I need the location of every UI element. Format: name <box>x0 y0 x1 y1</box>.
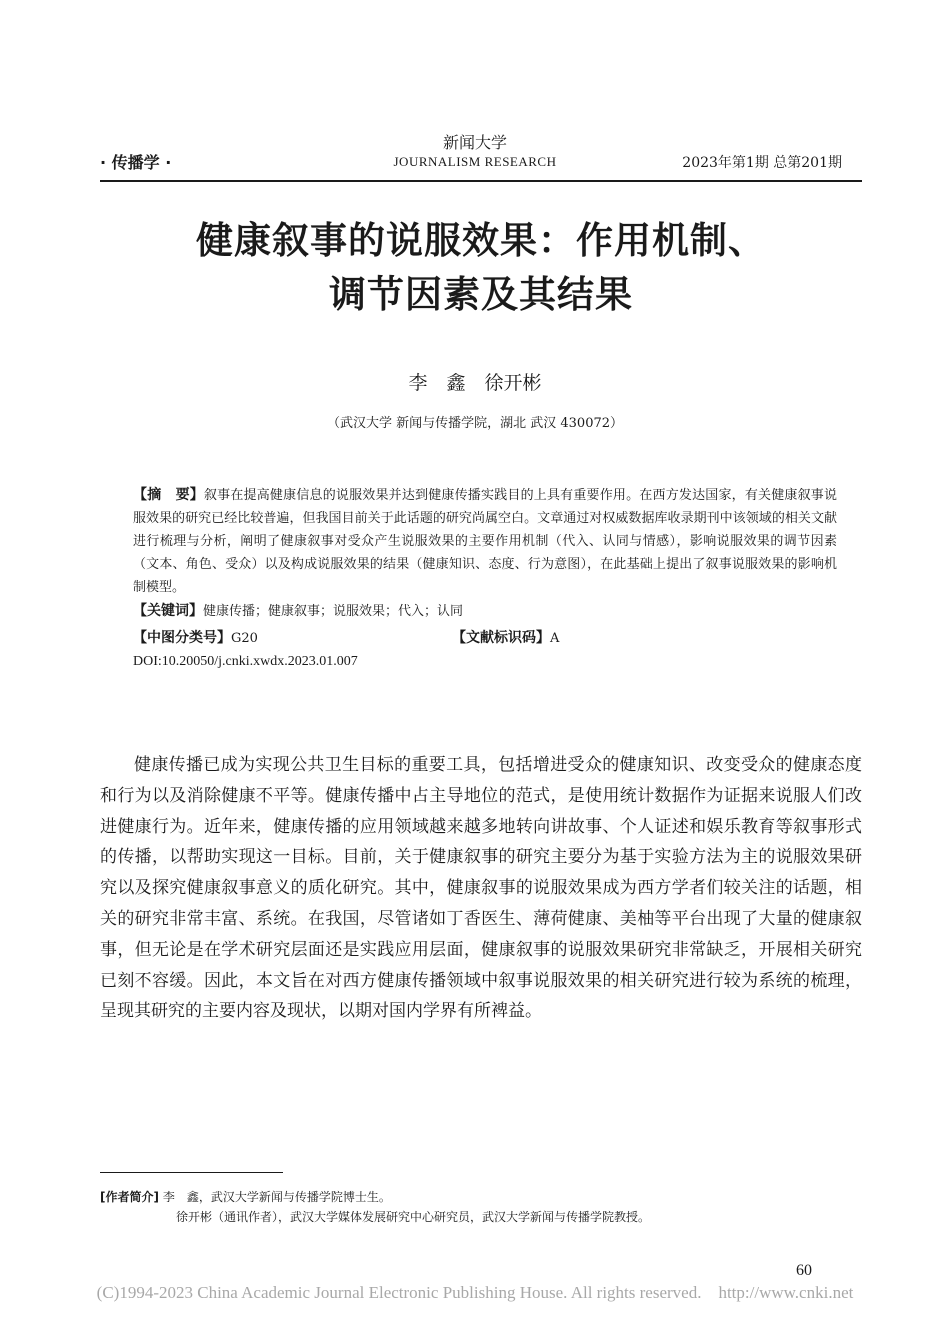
copyright-watermark: (C)1994-2023 China Academic Journal Electronic Publishing House. All rights reserved. http://www.cnki.net <box>96 1283 854 1302</box>
title-line-1: 健康叙事的说服效果：作用机制、 <box>196 219 766 262</box>
clc-number <box>133 627 258 647</box>
body-paragraph: 健康传播已成为实现公共卫生目标的重要工具，包括增进受众的健康知识、改变受众的健康态度和行为以及消除健康不平等。健康传播中占主导地位的范式，是使用统计数据作为证据来说服人们改进健康行为。近年来，健康传播的应用领域越来越多地转向讲故事、个人证述和娱乐教育等叙事形式的传播，以帮助实现这一目标。目前，关于健康叙事的研究主要分为基于实验方法为主的说服效果研究以及探究健康叙事意义的质化研究。其中，健康叙事的说服效果成为西方学者们较关注的话题，相关的研究非常丰富、系统。在我国，尽管诸如丁香医生、薄荷健康、美柚等平台出现了大量的健康叙事，但无论是在学术研究层面还是实践应用层面，健康叙事的说服效果研究非常缺乏，开展相关研究已刻不容缓。因此，本文旨在对西方健康传播领域中叙事说服效果的相关研究进行较为系统的梳理，呈现其研究的主要内容及现状，以期对国内学界有所裨益。 <box>100 755 862 1022</box>
article-title <box>100 214 862 322</box>
title-line-2: 调节因素及其结果 <box>329 273 633 316</box>
footnote-author-2: 徐开彬（通讯作者），武汉大学媒体发展研究中心研究员，武汉大学新闻与传播学院教授。 <box>176 1210 651 1224</box>
document-code <box>452 627 559 647</box>
clc-label: 【中图分类号】 <box>133 630 231 646</box>
affiliation: （武汉大学 新闻与传播学院，湖北 武汉 430072） <box>326 416 624 431</box>
keywords-text: 健康传播；健康叙事；说服效果；代入；认同 <box>203 604 464 619</box>
doc-code-label: 【文献标识码】 <box>452 630 550 646</box>
page-number: 60 <box>796 1262 812 1279</box>
abstract-label: 【摘 要】 <box>133 487 204 503</box>
section-label: · 传播学 · <box>100 153 172 172</box>
clc-value: G20 <box>231 631 258 646</box>
doi: DOI:10.20050/j.cnki.xwdx.2023.01.007 <box>133 654 358 669</box>
footnote-rule <box>100 1172 283 1173</box>
footnote-author-1-text: 李 鑫，武汉大学新闻与传播学院博士生。 <box>162 1190 391 1204</box>
keywords-label: 【关键词】 <box>133 603 203 619</box>
issue-info: 2023年第1期 总第201期 <box>682 155 842 171</box>
authors: 李 鑫 徐开彬 <box>408 372 542 394</box>
footnote-label: [作者简介] <box>100 1190 159 1204</box>
header-rule <box>100 180 862 182</box>
journal-name-cn: 新闻大学 <box>442 133 507 152</box>
doc-code-value: A <box>550 631 560 646</box>
footnote-author-1 <box>100 1188 391 1205</box>
journal-name-en: JOURNALISM RESEARCH <box>393 154 557 169</box>
keywords <box>133 600 463 620</box>
abstract-text: 叙事在提高健康信息的说服效果并达到健康传播实践目的上具有重要作用。在西方发达国家，有关健康叙事说服效果的研究已经比较普遍，但我国目前关于此话题的研究尚属空白。文章通过对权威数据库收录期刊中该领域的相关文献进行梳理与分析，阐明了健康叙事对受众产生说服效果的主要作用机制（代入、认同与情感），影响说服效果的调节因素（文本、角色、受众）以及构成说服效果的结果（健康知识、态度、行为意图），在此基础上提出了叙事说服效果的影响机制模型。 <box>133 488 837 595</box>
abstract <box>133 484 837 599</box>
